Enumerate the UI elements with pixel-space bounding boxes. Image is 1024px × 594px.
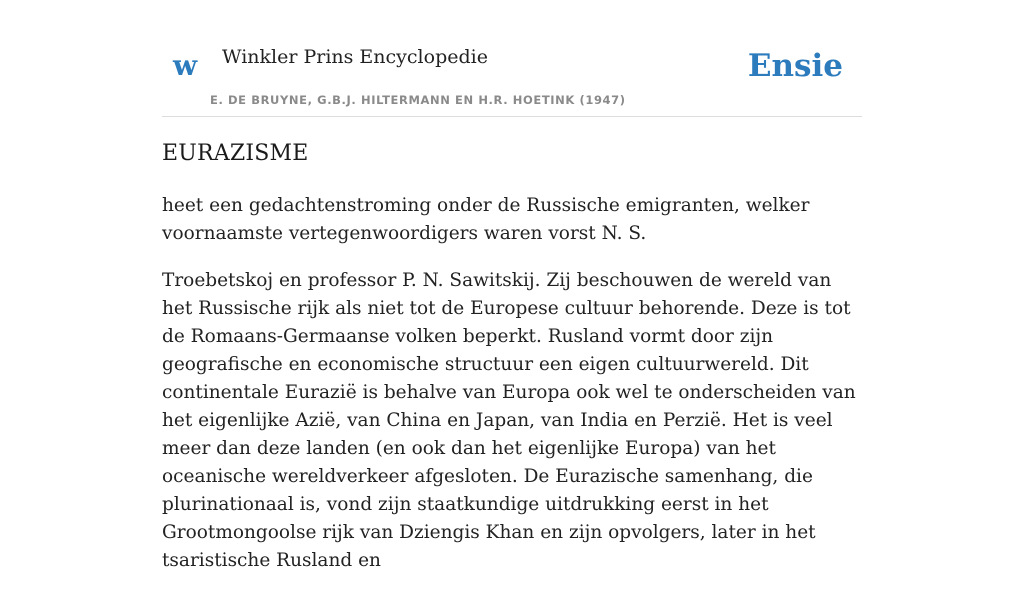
article-body [162, 192, 862, 594]
article-paragraph: heet een gedachtenstroming onder de Russische emigranten, welker voornaamste vertegenwoordigers waren vorst N. S. [162, 195, 810, 244]
article-paragraph: Troebetskoj en professor P. N. Sawitskij. Zij beschouwen de wereld van het Russische rijk als niet tot de Europese cultuur behorende. Deze is tot de Romaans-Germaanse volken beperkt. Rusland vormt door zijn geografische en economische structuur een eigen cultuurwereld. Dit continentale Eurazië is behalve van Europa ook wel te onderscheiden van het eigenlijke Azië, van China en Japan, van India en Perzië. Het is veel meer dan deze landen (en ook dan het eigenlijke Europa) van het oceanische wereldverkeer afgesloten. De Eurazische samenhang, die plurinationaal is, vond zijn staatkundige uitdrukking eerst in het Grootmongoolse rijk van Dziengis Khan en zijn opvolgers, later in het tsaristische Rusland en [162, 270, 856, 571]
article-headword: EURAZISME [162, 141, 309, 166]
ensie-logo[interactable]: Ensie [747, 48, 843, 84]
site-header [162, 40, 862, 117]
publication-logo-icon[interactable]: w [173, 49, 198, 82]
publication-authors: E. DE BRUYNE, G.B.J. HILTERMANN EN H.R. HOETINK (1947) [210, 93, 626, 107]
publication-title[interactable]: Winkler Prins Encyclopedie [222, 46, 488, 68]
